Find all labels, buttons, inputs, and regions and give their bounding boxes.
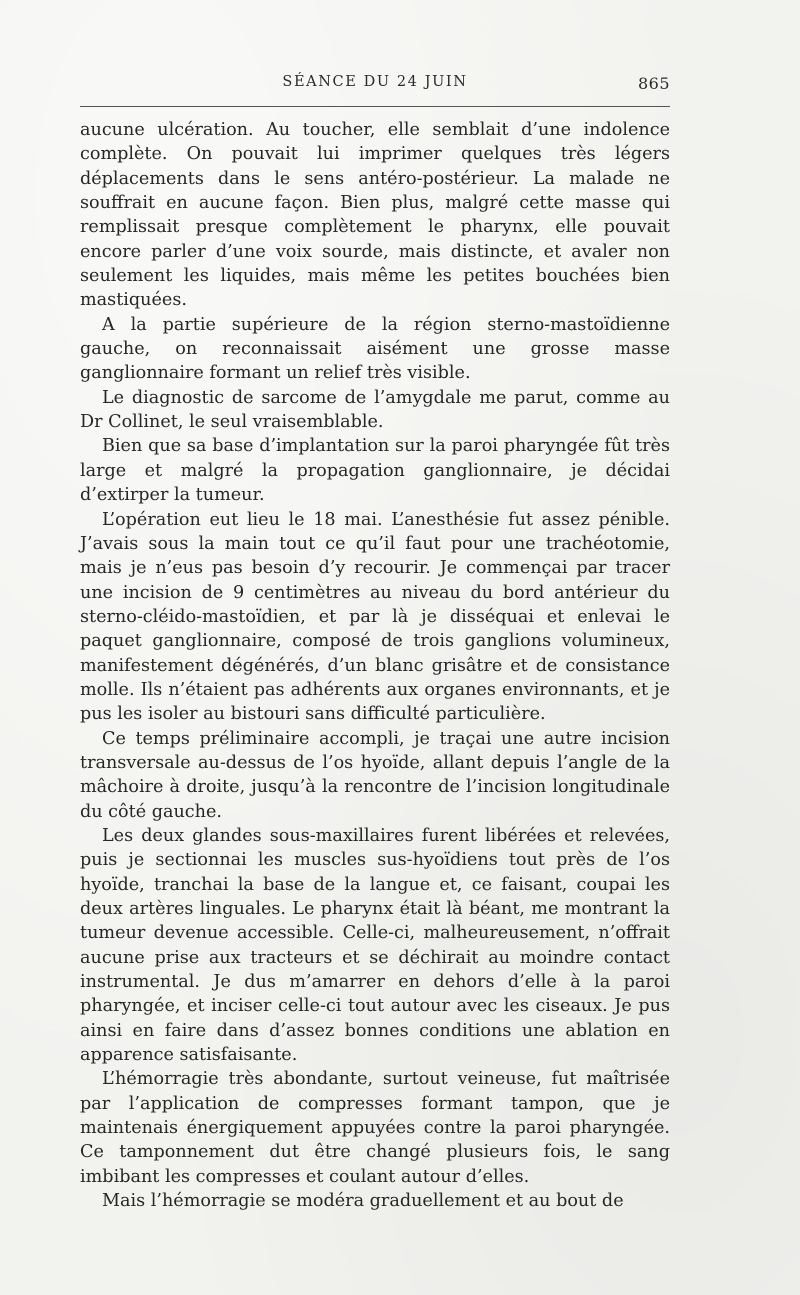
paragraph: L’opération eut lieu le 18 mai. L’anesthésie fut assez pénible. J’avais sous la main tout ce qu’il faut pour une trachéotomie, mais je n’eus pas besoin d’y recourir. Je commençai par tracer une incision de 9 centimètres au niveau du bord antérieur du sterno-cléido-mastoïdien, et par là je disséquai et enlevai le paquet ganglionnaire, composé de trois ganglions volumineux, manifestement dégénérés, d’un blanc grisâtre et de consistance molle. Ils n’étaient pas adhérents aux organes environnants, et je pus les isoler au bistouri sans difficulté particulière.	[80, 509, 670, 725]
header-rule	[80, 106, 670, 107]
body-text	[80, 118, 670, 1213]
paragraph: Les deux glandes sous-maxillaires furent libérées et relevées, puis je sectionnai les muscles sus-hyoïdiens tout près de l’os hyoïde, tranchai la base de la langue et, ce faisant, coupai les deux artères linguales. Le pharynx était là béant, me montrant la tumeur devenue accessible. Celle-ci, malheureusement, n’offrait aucune prise aux tracteurs et se déchirait au moindre contact instrumental. Je dus m’amarrer en dehors d’elle à la paroi pharyngée, et inciser celle-ci tout autour avec les ciseaux. Je pus ainsi en faire dans d’assez bonnes conditions une ablation en apparence satisfaisante.	[80, 825, 670, 1066]
paragraph: A la partie supérieure de la région sterno-mastoïdienne gauche, on reconnaissait aisément une grosse masse ganglionnaire formant un relief très visible.	[80, 314, 670, 384]
paragraph-continued: aucune ulcération. Au toucher, elle semblait d’une indolence complète. On pouvait lui imprimer quelques très légers déplacements dans le sens antéro-postérieur. La malade ne souffrait en aucune façon. Bien plus, malgré cette masse qui remplissait presque complètement le pharynx, elle pouvait encore parler d’une voix sourde, mais distincte, et avaler non seulement les liquides, mais même les petites bouchées bien mastiquées.	[80, 120, 670, 311]
paragraph: L’hémorragie très abondante, surtout veineuse, fut maîtrisée par l’application de compresses formant tampon, que je maintenais énergiquement appuyées contre la paroi pharyngée. Ce tamponnement dut être changé plusieurs fois, le sang imbibant les compresses et coulant autour d’elles.	[80, 1069, 670, 1187]
paragraph: Bien que sa base d’implantation sur la paroi pharyngée fût très large et malgré la propagation ganglionnaire, je décidai d’extirper la tumeur.	[80, 436, 670, 506]
page-header	[80, 74, 670, 98]
paragraph: Mais l’hémorragie se modéra graduellement et au bout de	[102, 1191, 624, 1212]
page-number: 865	[637, 74, 670, 93]
running-head: SÉANCE DU 24 JUIN	[282, 74, 468, 90]
paragraph: Ce temps préliminaire accompli, je traçai une autre incision transversale au-dessus de l’os hyoïde, allant depuis l’angle de la mâchoire à droite, jusqu’à la rencontre de l’incision longitudinale du côté gauche.	[80, 728, 670, 822]
paragraph: Le diagnostic de sarcome de l’amygdale me parut, comme au Dr Collinet, le seul vraisemblable.	[80, 387, 670, 433]
